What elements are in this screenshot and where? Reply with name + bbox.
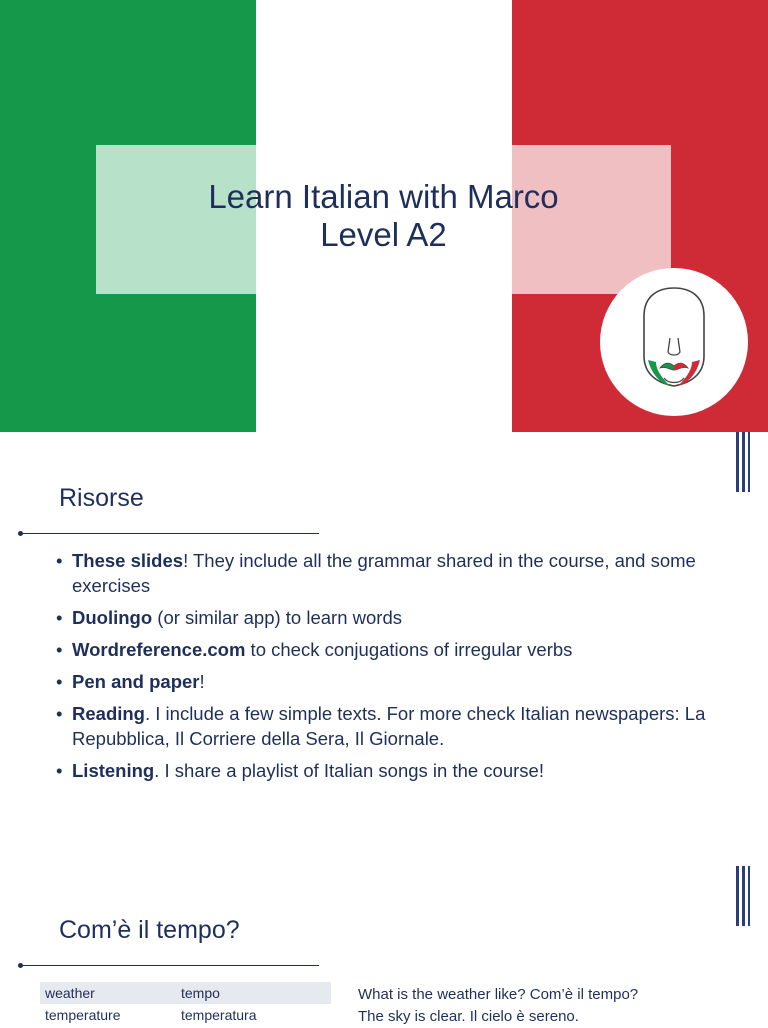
- resources-heading: Risorse: [59, 484, 144, 512]
- list-item: • Duolingo (or similar app) to learn words: [56, 605, 736, 630]
- title-line-2: Level A2: [320, 216, 447, 253]
- heading-rule: [22, 533, 319, 534]
- bearded-face-logo-icon: [600, 268, 748, 416]
- slide-title: [96, 178, 671, 254]
- title-line-1: Learn Italian with Marco: [208, 178, 559, 215]
- resources-list: [56, 548, 736, 790]
- weather-heading: Com’è il tempo?: [59, 916, 240, 944]
- list-item: • These slides! They include all the grammar shared in the course, and some exercises: [56, 548, 736, 598]
- phrase-line: What is the weather like? Com’è il tempo?: [358, 986, 639, 1003]
- list-item: • Reading. I include a few simple texts. For more check Italian newspapers: La Repubblica, Il Corriere della Sera, Il Giornale.: [56, 701, 736, 751]
- resources-slide: [0, 432, 768, 864]
- vocab-italian: temperatura: [181, 1007, 257, 1023]
- list-item: • Wordreference.com to check conjugations of irregular verbs: [56, 637, 736, 662]
- weather-slide: [0, 864, 768, 1024]
- phrase-line: The sky is clear. Il cielo è sereno.: [358, 1008, 579, 1025]
- vocab-italian: tempo: [176, 982, 331, 1004]
- corner-bars-decoration: [736, 866, 756, 928]
- vocab-english: weather: [40, 982, 176, 1004]
- corner-bars-decoration: [736, 432, 756, 494]
- weather-phrases: [358, 984, 638, 1028]
- title-slide: [0, 0, 768, 432]
- vocab-table: [40, 982, 331, 1026]
- vocab-english: temperature: [45, 1007, 121, 1023]
- table-row: [40, 982, 331, 1004]
- table-row: [40, 1004, 331, 1026]
- heading-rule: [22, 965, 319, 966]
- list-item: • Listening. I share a playlist of Italian songs in the course!: [56, 758, 736, 783]
- list-item: • Pen and paper!: [56, 669, 736, 694]
